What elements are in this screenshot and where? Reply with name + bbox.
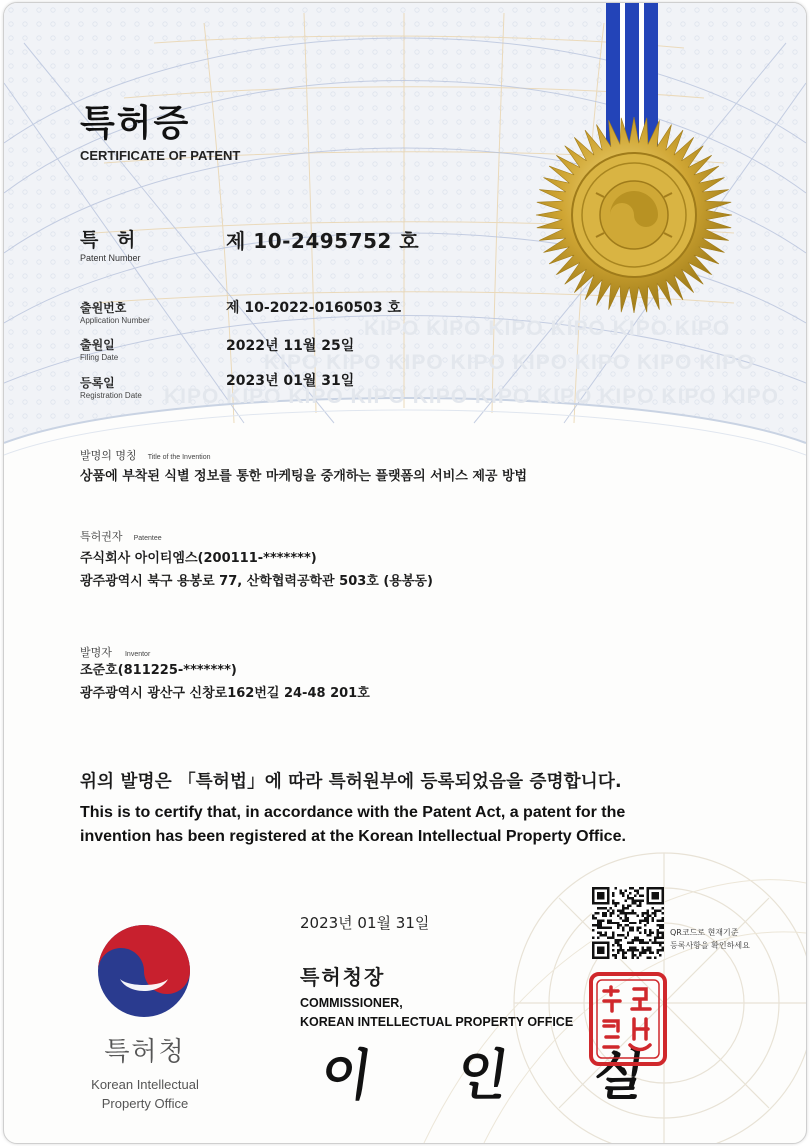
kipo-name-english-1: Korean Intellectual [91,1077,199,1092]
qr-code-icon[interactable] [592,887,664,959]
filing-date-label: 출원일 [80,338,115,352]
commissioner-title: 특허청장 [300,965,386,989]
patentee-name: 주식회사 아이티엠스(200111-*******) [80,551,317,566]
commissioner-title-english-2: KOREAN INTELLECTUAL PROPERTY OFFICE [300,1015,574,1029]
official-stamp-icon [588,971,668,1067]
issue-date: 2023년 01월 31일 [300,914,430,932]
invention-title-label: 발명의 명칭 Title of the Invention [80,449,211,462]
certification-statement-line2: invention has been registered at the Korean Intellectual Property Office. [80,828,626,845]
commissioner-signature: 이 인 실 [316,1043,683,1108]
registration-date-label: 등록일 [80,376,115,390]
application-number-label: 출원번호 [80,301,127,315]
inventor-name: 조준호(811225-*******) [80,663,237,678]
application-number-value: 제 10-2022-0160503 호 [226,300,402,316]
qr-note-line2: 등록사항을 확인하세요 [670,941,750,950]
application-number-label-english: Application Number [80,316,150,325]
patent-certificate [3,2,807,1144]
inventor-address: 광주광역시 광산구 신창로162번길 24-48 201호 [80,686,370,701]
svg-text:KIPO KIPO KIPO KIPO KIPO: KIPO KIPO KIPO KIPO KIPO KIPO KIPO KIPO [264,351,755,374]
registration-date-value: 2023년 01월 31일 [226,373,355,389]
patent-label: 특 허 [80,229,142,251]
patent-label-english: Patent Number [80,253,141,263]
certificate-title: 특허증 [80,103,191,144]
invention-title: 상품에 부착된 식별 정보를 통한 마케팅을 중개하는 플랫폼의 서비스 제공 방법 [80,469,528,484]
filing-date-value: 2022년 11월 25일 [226,338,355,354]
certification-statement-korean: 위의 발명은 「특허법」에 따라 특허원부에 등록되었음을 증명합니다. [80,772,622,792]
commissioner-title-english-1: COMMISSIONER, [300,996,403,1010]
kipo-name-korean: 특허청 [104,1037,186,1067]
inventor-label: 발명자 Inventor [80,646,151,659]
patentee-address: 광주광역시 북구 용봉로 77, 산학협력공학관 503호 (용봉동) [80,574,433,589]
svg-text:KIPO KIPO KIPO KIPO KIPO: KIPO KIPO KIPO KIPO KIPO KIPO KIPO KIPO KIPO KIPO [164,385,779,408]
certification-statement-line1: This is to certify that, in accordance with the Patent Act, a patent for the [80,804,626,821]
qr-note-line1: QR코드로 현재기준 [670,928,739,937]
patentee-label: 특허권자 Patentee [80,530,162,543]
certificate-title-english: CERTIFICATE OF PATENT [80,148,241,163]
kipo-logo-icon [94,921,194,1021]
patent-number: 제 10-2495752 호 [226,229,420,253]
gold-seal-icon [534,115,734,315]
registration-date-label-english: Registration Date [80,391,142,400]
kipo-name-english-2: Property Office [101,1096,189,1111]
filing-date-label-english: Filing Date [80,353,119,362]
svg-text:KIPO KIPO KIPO KIPO KIPO: KIPO KIPO KIPO KIPO KIPO KIPO [364,317,731,340]
